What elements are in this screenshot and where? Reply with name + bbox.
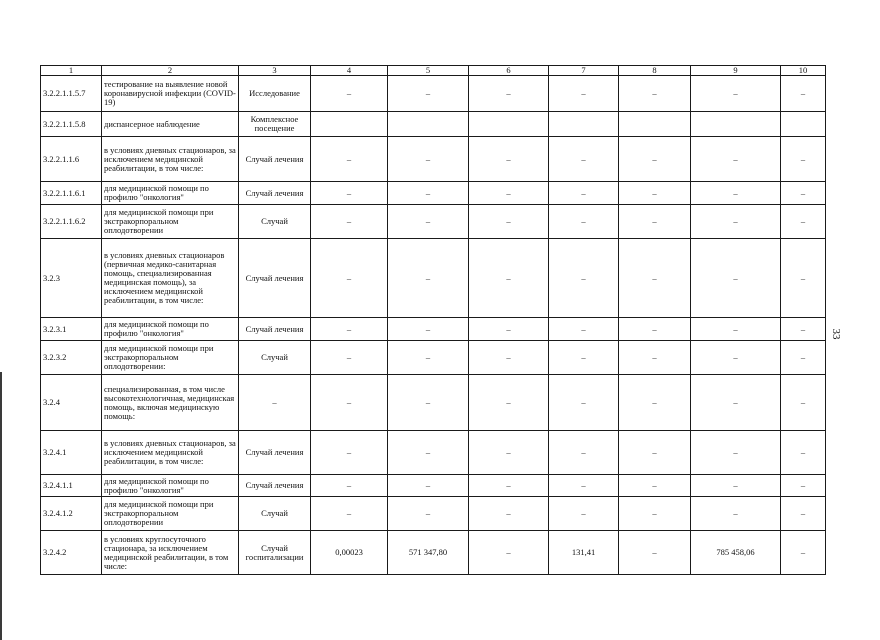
value-cell [469, 112, 549, 137]
table-row [41, 497, 826, 531]
value-cell: – [781, 239, 826, 318]
value-cell: – [781, 431, 826, 475]
table-row [41, 76, 826, 112]
header-cell: 8 [619, 66, 691, 76]
page-number-text: 33 [830, 328, 842, 340]
value-cell: – [781, 182, 826, 205]
value-cell: 571 347,80 [388, 531, 469, 575]
value-cell: – [691, 239, 781, 318]
row-unit: Случай лечения [239, 137, 311, 182]
header-cell: 10 [781, 66, 826, 76]
row-code: 3.2.3.2 [41, 341, 102, 375]
value-cell: – [469, 318, 549, 341]
value-cell: – [781, 318, 826, 341]
value-cell [781, 112, 826, 137]
value-cell [311, 112, 388, 137]
row-code: 3.2.4.1.1 [41, 475, 102, 497]
value-cell: – [691, 137, 781, 182]
value-cell: – [781, 375, 826, 431]
value-cell: – [691, 475, 781, 497]
value-cell: – [311, 239, 388, 318]
row-name: диспансерное наблюдение [102, 112, 239, 137]
row-name: для медицинской помощи при экстракорпоральном оплодотворении [102, 205, 239, 239]
row-code: 3.2.4.1 [41, 431, 102, 475]
value-cell: – [691, 76, 781, 112]
header-cell: 6 [469, 66, 549, 76]
value-cell: – [311, 318, 388, 341]
header-cell: 7 [549, 66, 619, 76]
value-cell: – [388, 375, 469, 431]
value-cell: – [388, 431, 469, 475]
value-cell: – [469, 375, 549, 431]
value-cell: – [311, 431, 388, 475]
value-cell: – [619, 137, 691, 182]
value-cell: – [311, 182, 388, 205]
header-cell: 4 [311, 66, 388, 76]
value-cell: – [469, 475, 549, 497]
value-cell: – [619, 497, 691, 531]
table-row [41, 375, 826, 431]
value-cell: – [388, 318, 469, 341]
value-cell: – [619, 341, 691, 375]
table-row [41, 318, 826, 341]
value-cell: – [469, 531, 549, 575]
value-cell: – [469, 341, 549, 375]
value-cell: – [549, 182, 619, 205]
tariff-table [40, 65, 826, 575]
table-row [41, 239, 826, 318]
row-unit: Случай госпитализации [239, 531, 311, 575]
value-cell: – [549, 318, 619, 341]
value-cell [549, 112, 619, 137]
value-cell: – [549, 497, 619, 531]
row-unit: – [239, 375, 311, 431]
row-unit: Случай лечения [239, 182, 311, 205]
value-cell: – [691, 375, 781, 431]
row-code: 3.2.2.1.1.6.1 [41, 182, 102, 205]
value-cell: – [549, 137, 619, 182]
row-code: 3.2.2.1.1.6.2 [41, 205, 102, 239]
row-unit: Случай лечения [239, 239, 311, 318]
value-cell: – [549, 205, 619, 239]
row-name: в условиях круглосуточного стационара, за исключением медицинской реабилитации, в том числе: [102, 531, 239, 575]
row-unit: Случай лечения [239, 475, 311, 497]
row-code: 3.2.3.1 [41, 318, 102, 341]
value-cell: – [781, 531, 826, 575]
row-unit: Комплексное посещение [239, 112, 311, 137]
row-code: 3.2.3 [41, 239, 102, 318]
row-name: для медицинской помощи при экстракорпоральном оплодотворении: [102, 341, 239, 375]
value-cell: – [781, 497, 826, 531]
row-name: в условиях дневных стационаров (первичная медико-санитарная помощь, специализированная медицинская помощь), за исключением медицинской реабилитации, в том числе: [102, 239, 239, 318]
header-cell: 1 [41, 66, 102, 76]
value-cell: – [388, 137, 469, 182]
row-name: для медицинской помощи по профилю "онкология" [102, 182, 239, 205]
table-row [41, 431, 826, 475]
value-cell: – [619, 375, 691, 431]
value-cell: – [469, 205, 549, 239]
value-cell: – [781, 475, 826, 497]
value-cell: – [469, 497, 549, 531]
value-cell: – [619, 205, 691, 239]
row-unit: Случай лечения [239, 318, 311, 341]
value-cell: – [469, 76, 549, 112]
value-cell: – [549, 375, 619, 431]
row-unit: Случай [239, 497, 311, 531]
row-code: 3.2.4.2 [41, 531, 102, 575]
row-name: тестирование на выявление новой коронавирусной инфекции (COVID-19) [102, 76, 239, 112]
value-cell: – [781, 341, 826, 375]
value-cell: – [619, 318, 691, 341]
table-row [41, 205, 826, 239]
value-cell: 785 458,06 [691, 531, 781, 575]
row-code: 3.2.4.1.2 [41, 497, 102, 531]
value-cell: – [549, 431, 619, 475]
row-code: 3.2.2.1.1.5.7 [41, 76, 102, 112]
value-cell: – [469, 137, 549, 182]
row-code: 3.2.2.1.1.6 [41, 137, 102, 182]
row-name: для медицинской помощи по профилю "онкология" [102, 475, 239, 497]
value-cell: – [311, 205, 388, 239]
scan-edge-mark [0, 372, 2, 640]
row-unit: Исследование [239, 76, 311, 112]
value-cell [388, 112, 469, 137]
value-cell: – [311, 497, 388, 531]
value-cell: – [619, 182, 691, 205]
value-cell: – [388, 341, 469, 375]
value-cell: 0,00023 [311, 531, 388, 575]
row-unit: Случай лечения [239, 431, 311, 475]
table-row [41, 137, 826, 182]
value-cell: – [691, 182, 781, 205]
value-cell: – [311, 76, 388, 112]
value-cell: – [311, 475, 388, 497]
value-cell: – [619, 76, 691, 112]
row-unit: Случай [239, 205, 311, 239]
table-row [41, 112, 826, 137]
header-cell: 3 [239, 66, 311, 76]
value-cell: – [619, 475, 691, 497]
row-unit: Случай [239, 341, 311, 375]
value-cell: – [311, 137, 388, 182]
row-code: 3.2.4 [41, 375, 102, 431]
table-row [41, 341, 826, 375]
value-cell: – [619, 431, 691, 475]
value-cell: – [691, 318, 781, 341]
value-cell: – [388, 475, 469, 497]
page-number [828, 328, 844, 348]
row-name: специализированная, в том числе высокотехнологичная, медицинская помощь, включая медицинскую помощь: [102, 375, 239, 431]
value-cell: – [388, 205, 469, 239]
header-cell: 9 [691, 66, 781, 76]
value-cell: – [469, 239, 549, 318]
value-cell: – [549, 239, 619, 318]
row-name: в условиях дневных стационаров, за исключением медицинской реабилитации, в том числе: [102, 431, 239, 475]
value-cell: – [781, 205, 826, 239]
table-row [41, 182, 826, 205]
value-cell: – [388, 76, 469, 112]
value-cell: – [549, 76, 619, 112]
value-cell: – [691, 341, 781, 375]
row-name: в условиях дневных стационаров, за исключением медицинской реабилитации, в том числе: [102, 137, 239, 182]
value-cell: – [469, 182, 549, 205]
value-cell: – [619, 239, 691, 318]
value-cell: – [619, 531, 691, 575]
value-cell: – [781, 76, 826, 112]
value-cell: – [549, 341, 619, 375]
value-cell: – [691, 205, 781, 239]
table-row [41, 531, 826, 575]
row-name: для медицинской помощи по профилю "онкология" [102, 318, 239, 341]
value-cell: – [311, 341, 388, 375]
row-code: 3.2.2.1.1.5.8 [41, 112, 102, 137]
value-cell: – [311, 375, 388, 431]
value-cell: – [549, 475, 619, 497]
value-cell [691, 112, 781, 137]
value-cell: – [388, 239, 469, 318]
value-cell: – [781, 137, 826, 182]
value-cell: 131,41 [549, 531, 619, 575]
value-cell: – [691, 431, 781, 475]
value-cell: – [388, 497, 469, 531]
value-cell [619, 112, 691, 137]
header-row [41, 66, 826, 76]
header-cell: 5 [388, 66, 469, 76]
value-cell: – [691, 497, 781, 531]
table-row [41, 475, 826, 497]
value-cell: – [388, 182, 469, 205]
header-cell: 2 [102, 66, 239, 76]
value-cell: – [469, 431, 549, 475]
row-name: для медицинской помощи при экстракорпоральном оплодотворении [102, 497, 239, 531]
